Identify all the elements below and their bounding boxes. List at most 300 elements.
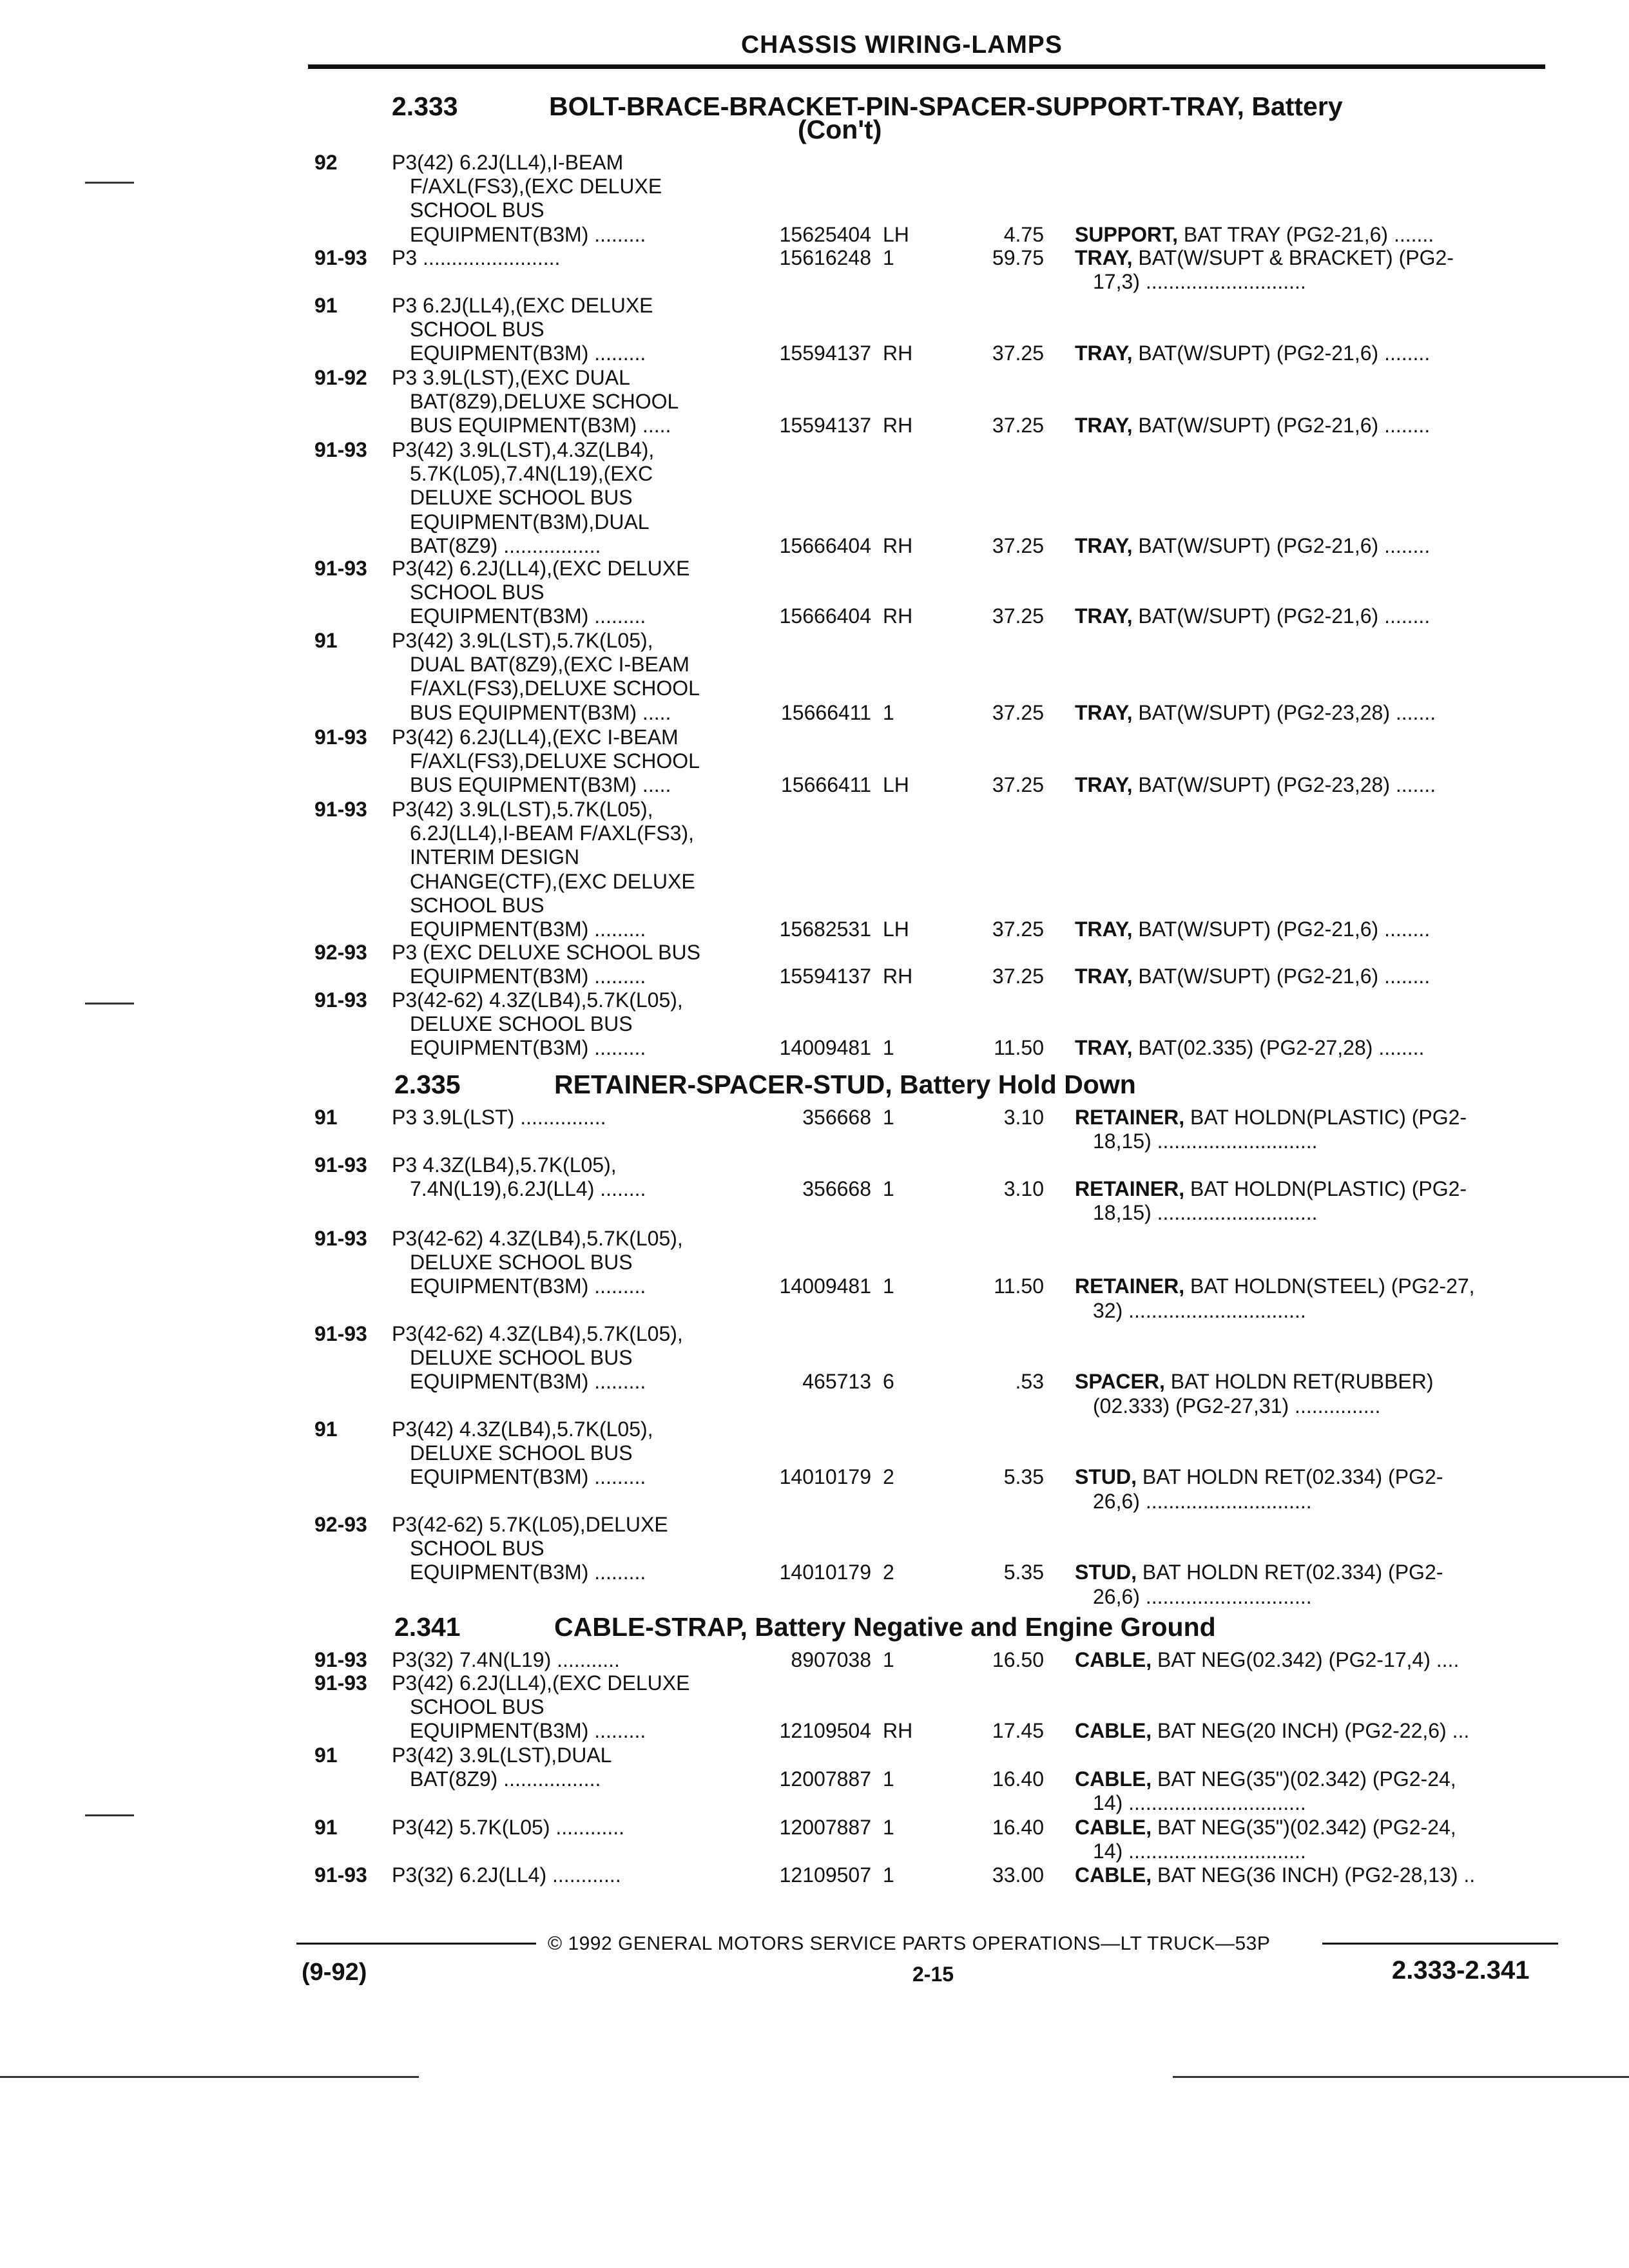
application-line: EQUIPMENT(B3M) .........	[410, 965, 646, 988]
application-line: DELUXE SCHOOL BUS	[410, 486, 633, 510]
model-years: 91	[314, 1418, 338, 1441]
parts-entry	[0, 726, 1629, 800]
parts-entry	[0, 438, 1629, 561]
application-line: F/AXL(FS3),(EXC DELUXE	[410, 175, 662, 198]
parts-entry	[0, 1227, 1629, 1322]
part-name-line	[1075, 341, 1430, 365]
part-name-line	[1075, 773, 1436, 797]
part-name	[1075, 1767, 1456, 1815]
part-name-detail: BAT HOLDN RET(02.334) (PG2-	[1137, 1561, 1443, 1584]
price: 4.75	[1003, 222, 1044, 246]
model-years: 91	[314, 294, 338, 317]
application-description	[392, 557, 689, 629]
application-line: EQUIPMENT(B3M),DUAL	[410, 510, 650, 533]
application-line: P3(32) 6.2J(LL4) ............	[392, 1863, 621, 1887]
footer-rule-right	[1322, 1943, 1558, 1945]
margin-mark	[85, 1814, 134, 1816]
application-line: P3 6.2J(LL4),(EXC DELUXE	[392, 294, 653, 317]
application-line: SCHOOL BUS	[410, 1537, 545, 1561]
price: 37.25	[992, 700, 1044, 724]
quantity: 2	[883, 1465, 894, 1489]
application-description	[392, 246, 560, 270]
application-line: P3(42) 5.7K(L05) ............	[392, 1816, 625, 1839]
application-line: P3(42) 4.3Z(LB4),5.7K(L05),	[392, 1418, 653, 1441]
price: 3.10	[1003, 1177, 1044, 1201]
part-number: 15666404	[779, 604, 871, 628]
part-name-line	[1075, 534, 1430, 558]
part-number: 8907038	[791, 1648, 871, 1671]
application-line: SCHOOL BUS	[410, 581, 545, 604]
parts-entry	[0, 557, 1629, 631]
application-line: INTERIM DESIGN	[410, 845, 580, 869]
application-line: P3(42) 3.9L(LST),DUAL	[392, 1744, 612, 1767]
parts-entry	[0, 941, 1629, 991]
application-description	[392, 1418, 653, 1490]
part-name-line	[1075, 1767, 1456, 1791]
application-line: SCHOOL BUS	[410, 1695, 545, 1719]
application-line: 5.7K(L05),7.4N(L19),(EXC	[410, 462, 653, 486]
model-years: 91-93	[314, 246, 367, 269]
part-name	[1075, 965, 1430, 988]
part-name-keyword: RETAINER,	[1075, 1106, 1185, 1129]
application-description	[392, 366, 679, 438]
part-name	[1075, 1370, 1434, 1418]
application-line: BUS EQUIPMENT(B3M) .....	[410, 773, 671, 797]
part-name-line	[1075, 604, 1430, 628]
model-years: 91-93	[314, 438, 367, 461]
model-years: 91-93	[314, 726, 367, 749]
price: 16.40	[992, 1816, 1044, 1839]
part-name-keyword: TRAY,	[1075, 965, 1133, 988]
part-number: 15666404	[779, 533, 871, 557]
part-name-line	[1075, 1719, 1469, 1743]
part-number: 12007887	[779, 1816, 871, 1839]
part-name-keyword: TRAY,	[1075, 341, 1133, 365]
part-name-keyword: CABLE,	[1075, 1816, 1152, 1839]
model-years: 92-93	[314, 941, 367, 964]
application-line: P3(42) 3.9L(LST),4.3Z(LB4),	[392, 438, 655, 461]
part-number: 356668	[802, 1106, 871, 1129]
part-name-detail: BAT NEG(35")(02.342) (PG2-24,	[1152, 1816, 1456, 1839]
parts-entry	[0, 1418, 1629, 1513]
application-description	[392, 438, 654, 558]
price: 37.25	[992, 533, 1044, 557]
page-header-title: CHASSIS WIRING-LAMPS	[741, 31, 1063, 59]
part-name-keyword: TRAY,	[1075, 604, 1133, 628]
footer-section-range: 2.333-2.341	[1392, 1956, 1530, 1984]
application-line: DELUXE SCHOOL BUS	[410, 1346, 633, 1370]
part-name-keyword: TRAY,	[1075, 1036, 1133, 1060]
application-description	[392, 1322, 683, 1394]
application-line: DELUXE SCHOOL BUS	[410, 1441, 633, 1465]
part-name-keyword: TRAY,	[1075, 773, 1133, 797]
price: 11.50	[994, 1036, 1044, 1060]
part-number: 15616248	[779, 246, 871, 269]
application-description	[392, 1863, 621, 1887]
price: 59.75	[992, 246, 1044, 269]
part-name-continued: 14) ...............................	[1093, 1791, 1306, 1815]
part-name-detail: BAT(W/SUPT) (PG2-21,6) ........	[1132, 414, 1431, 437]
part-name-line	[1075, 1561, 1443, 1584]
part-number: 356668	[802, 1177, 871, 1201]
footer-copyright: © 1992 GENERAL MOTORS SERVICE PARTS OPERATIONS—LT TRUCK—53P	[548, 1933, 1271, 1954]
application-line: P3(42-62) 4.3Z(LB4),5.7K(L05),	[392, 1322, 683, 1345]
model-years: 91	[314, 629, 338, 652]
part-name-detail: BAT(02.335) (PG2-27,28) ........	[1132, 1036, 1425, 1060]
quantity: RH	[883, 533, 913, 557]
application-line: P3(42) 3.9L(LST),5.7K(L05),	[392, 629, 653, 652]
part-name	[1075, 1274, 1475, 1322]
part-name-line	[1075, 223, 1434, 247]
part-name-detail: BAT HOLDN(STEEL) (PG2-27,	[1184, 1274, 1475, 1298]
part-number: 15682531	[779, 918, 871, 941]
part-number: 15666411	[781, 700, 871, 724]
parts-entry	[0, 798, 1629, 944]
part-name-detail: BAT TRAY (PG2-21,6) .......	[1178, 222, 1434, 246]
part-name-line	[1075, 701, 1436, 725]
part-name-detail: BAT(W/SUPT) (PG2-21,6) ........	[1132, 604, 1431, 628]
quantity: 2	[883, 1561, 894, 1584]
price: 11.50	[994, 1274, 1044, 1298]
part-name	[1075, 1465, 1443, 1513]
application-line: P3(42) 3.9L(LST),5.7K(L05),	[392, 798, 653, 821]
part-name-continued: 14) ...............................	[1093, 1840, 1306, 1863]
part-name	[1075, 1863, 1475, 1887]
part-name-continued: 32) ...............................	[1093, 1298, 1306, 1322]
part-name-keyword: STUD,	[1075, 1561, 1137, 1584]
quantity: 1	[883, 1648, 894, 1671]
model-years: 91	[314, 1744, 338, 1767]
model-years: 91-93	[314, 1863, 367, 1887]
part-name	[1075, 1719, 1469, 1743]
part-name-keyword: TRAY,	[1075, 918, 1133, 941]
section-title-continued: (Con't)	[798, 115, 882, 144]
application-description	[392, 1816, 624, 1840]
quantity: 1	[883, 700, 894, 724]
price: 17.45	[992, 1719, 1044, 1743]
application-description	[392, 151, 662, 247]
model-years: 91	[314, 1816, 338, 1839]
part-name	[1075, 701, 1436, 725]
application-line: P3(42) 6.2J(LL4),(EXC DELUXE	[392, 1671, 690, 1695]
margin-mark	[85, 182, 134, 184]
part-name-detail: BAT HOLDN RET(RUBBER)	[1164, 1370, 1434, 1394]
price: 37.25	[992, 918, 1044, 941]
application-line: SCHOOL BUS	[410, 318, 545, 341]
parts-entry	[0, 1648, 1629, 1675]
application-line: EQUIPMENT(B3M) .........	[410, 1465, 646, 1489]
application-line: P3 ........................	[392, 246, 561, 269]
part-name-line	[1075, 965, 1430, 988]
parts-entry	[0, 1671, 1629, 1746]
model-years: 91-93	[314, 1227, 367, 1250]
quantity: RH	[883, 414, 913, 437]
application-line: EQUIPMENT(B3M) .........	[410, 1370, 646, 1394]
part-number: 14009481	[779, 1274, 871, 1298]
application-line: DELUXE SCHOOL BUS	[410, 1251, 633, 1274]
part-name	[1075, 918, 1430, 941]
part-number: 14010179	[779, 1561, 871, 1584]
part-name-keyword: SPACER,	[1075, 1370, 1165, 1394]
part-name-continued: 18,15) ............................	[1093, 1129, 1318, 1153]
part-number: 465713	[802, 1370, 871, 1394]
part-number: 12007887	[779, 1767, 871, 1791]
model-years: 92-93	[314, 1513, 367, 1536]
part-name-continued: 26,6) .............................	[1093, 1584, 1312, 1608]
part-name-continued: (02.333) (PG2-27,31) ...............	[1093, 1394, 1381, 1418]
model-years: 91-93	[314, 557, 367, 580]
part-number: 15594137	[779, 965, 871, 988]
quantity: 1	[883, 1177, 894, 1201]
part-name-detail: BAT HOLDN RET(02.334) (PG2-	[1137, 1465, 1443, 1489]
quantity: 6	[883, 1370, 894, 1394]
quantity: 1	[883, 246, 894, 269]
part-name-line	[1075, 414, 1430, 437]
parts-entry	[0, 1513, 1629, 1608]
price: .53	[1015, 1370, 1044, 1394]
scan-edge-line	[1173, 2076, 1629, 2078]
part-name-detail: BAT(W/SUPT) (PG2-21,6) ........	[1132, 965, 1431, 988]
part-name-detail: BAT NEG(36 INCH) (PG2-28,13) ..	[1152, 1863, 1476, 1887]
application-line: P3(42) 6.2J(LL4),(EXC I-BEAM	[392, 726, 679, 749]
part-name-detail: BAT(W/SUPT) (PG2-23,28) .......	[1132, 700, 1436, 724]
part-name-keyword: TRAY,	[1075, 246, 1133, 269]
quantity: 1	[883, 1274, 894, 1298]
section-number: 2.335	[394, 1070, 461, 1099]
application-description	[392, 1671, 689, 1744]
part-name-line	[1075, 1177, 1467, 1201]
part-name-detail: BAT NEG(02.342) (PG2-17,4) ....	[1152, 1648, 1460, 1671]
application-line: P3(42-62) 4.3Z(LB4),5.7K(L05),	[392, 1227, 683, 1250]
part-name	[1075, 773, 1436, 797]
price: 16.40	[992, 1767, 1044, 1791]
part-name-detail: BAT NEG(35")(02.342) (PG2-24,	[1152, 1767, 1456, 1791]
quantity: RH	[883, 965, 913, 988]
part-name	[1075, 1648, 1459, 1672]
part-name-continued: 26,6) .............................	[1093, 1489, 1312, 1513]
part-name-keyword: CABLE,	[1075, 1863, 1152, 1887]
part-name-keyword: STUD,	[1075, 1465, 1137, 1489]
model-years: 91-93	[314, 1322, 367, 1345]
parts-entry	[0, 1863, 1629, 1890]
part-name-detail: BAT HOLDN(PLASTIC) (PG2-	[1184, 1106, 1467, 1129]
application-line: P3 3.9L(LST) ...............	[392, 1106, 606, 1129]
parts-entry	[0, 366, 1629, 441]
application-line: DELUXE SCHOOL BUS	[410, 1012, 633, 1036]
application-line: EQUIPMENT(B3M) .........	[410, 341, 646, 365]
part-name-keyword: TRAY,	[1075, 414, 1133, 437]
parts-entry	[0, 1153, 1629, 1225]
application-description	[392, 1744, 612, 1791]
part-name-detail: BAT(W/SUPT) (PG2-21,6) ........	[1132, 918, 1431, 941]
application-line: F/AXL(FS3),DELUXE SCHOOL	[410, 677, 700, 700]
part-name-detail: BAT(W/SUPT) (PG2-23,28) .......	[1132, 773, 1436, 797]
part-name-continued: 17,3) ............................	[1093, 270, 1306, 294]
application-description	[392, 294, 653, 366]
application-description	[392, 726, 700, 798]
application-line: F/AXL(FS3),DELUXE SCHOOL	[410, 749, 700, 773]
quantity: 1	[883, 1863, 894, 1887]
section-title: RETAINER-SPACER-STUD, Battery Hold Down	[554, 1070, 1136, 1099]
part-name-line	[1075, 1274, 1475, 1298]
part-number: 15594137	[779, 341, 871, 365]
model-years: 92	[314, 151, 338, 174]
price: 3.10	[1003, 1106, 1044, 1129]
part-number: 14010179	[779, 1465, 871, 1489]
part-name	[1075, 1036, 1424, 1060]
part-number: 15625404	[779, 222, 871, 246]
part-name-line	[1075, 1370, 1434, 1394]
model-years: 91-93	[314, 798, 367, 821]
part-name	[1075, 1816, 1456, 1863]
part-name-line	[1075, 1465, 1443, 1489]
part-number: 15666411	[781, 773, 871, 797]
application-line: EQUIPMENT(B3M) .........	[410, 1036, 646, 1060]
application-description	[392, 1153, 646, 1201]
section-number: 2.341	[394, 1612, 461, 1642]
application-description	[392, 1227, 683, 1299]
part-name-detail: BAT HOLDN(PLASTIC) (PG2-	[1184, 1177, 1467, 1201]
quantity: 1	[883, 1106, 894, 1129]
application-line: P3 (EXC DELUXE SCHOOL BUS	[392, 941, 700, 964]
parts-entry	[0, 1322, 1629, 1418]
parts-entry	[0, 246, 1629, 296]
parts-entry	[0, 629, 1629, 727]
application-description	[392, 629, 700, 725]
section-title: BOLT-BRACE-BRACKET-PIN-SPACER-SUPPORT-TRAY, Battery	[549, 91, 1343, 121]
part-number: 12109507	[779, 1863, 871, 1887]
section-title: CABLE-STRAP, Battery Negative and Engine Ground	[554, 1612, 1216, 1642]
part-name-continued: 18,15) ............................	[1093, 1201, 1318, 1225]
part-name-detail: BAT NEG(20 INCH) (PG2-22,6) ...	[1152, 1719, 1470, 1743]
part-name	[1075, 1106, 1467, 1153]
part-name	[1075, 534, 1430, 558]
part-name-line	[1075, 1648, 1459, 1672]
application-line: P3(32) 7.4N(L19) ...........	[392, 1648, 620, 1671]
application-line: 6.2J(LL4),I-BEAM F/AXL(FS3),	[410, 822, 695, 845]
part-name-line	[1075, 1106, 1467, 1129]
price: 16.50	[992, 1648, 1044, 1671]
margin-mark	[85, 1003, 134, 1004]
application-line: P3(42-62) 4.3Z(LB4),5.7K(L05),	[392, 988, 683, 1012]
application-description	[392, 798, 695, 941]
application-line: EQUIPMENT(B3M) .........	[410, 918, 646, 941]
header-rule	[308, 64, 1545, 69]
footer-date: (9-92)	[302, 1959, 367, 1986]
application-line: SCHOOL BUS	[410, 893, 545, 917]
part-name-keyword: RETAINER,	[1075, 1274, 1185, 1298]
model-years: 91	[314, 1106, 338, 1129]
quantity: LH	[883, 773, 909, 797]
model-years: 91-93	[314, 988, 367, 1012]
section-number: 2.333	[392, 91, 458, 121]
part-name	[1075, 223, 1434, 247]
price: 37.25	[992, 773, 1044, 797]
part-name-line	[1075, 918, 1430, 941]
parts-entry	[0, 294, 1629, 369]
price: 33.00	[992, 1863, 1044, 1887]
application-line: BUS EQUIPMENT(B3M) .....	[410, 414, 671, 437]
footer-page-number: 2-15	[912, 1963, 954, 1986]
part-name	[1075, 1177, 1467, 1225]
price: 5.35	[1003, 1465, 1044, 1489]
quantity: 1	[883, 1816, 894, 1839]
price: 37.25	[992, 965, 1044, 988]
price: 37.25	[992, 341, 1044, 365]
quantity: LH	[883, 222, 909, 246]
part-name-keyword: TRAY,	[1075, 533, 1133, 557]
quantity: 1	[883, 1036, 894, 1060]
application-line: 7.4N(L19),6.2J(LL4) ........	[410, 1177, 646, 1201]
parts-entry	[0, 1816, 1629, 1866]
price: 37.25	[992, 604, 1044, 628]
application-description	[392, 1648, 620, 1672]
part-name	[1075, 604, 1430, 628]
part-name	[1075, 341, 1430, 365]
part-name-keyword: TRAY,	[1075, 700, 1133, 724]
model-years: 91-93	[314, 1671, 367, 1695]
part-name-keyword: CABLE,	[1075, 1648, 1152, 1671]
part-number: 12109504	[779, 1719, 871, 1743]
part-name-detail: BAT(W/SUPT & BRACKET) (PG2-	[1132, 246, 1454, 269]
application-line: P3(42) 6.2J(LL4),I-BEAM	[392, 151, 624, 174]
model-years: 91-93	[314, 1153, 367, 1177]
part-number: 15594137	[779, 414, 871, 437]
application-description	[392, 1106, 606, 1129]
part-name	[1075, 246, 1454, 294]
application-line: BAT(8Z9) .................	[410, 533, 601, 557]
application-description	[392, 941, 700, 988]
application-description	[392, 988, 683, 1061]
application-line: SCHOOL BUS	[410, 198, 545, 222]
application-line: EQUIPMENT(B3M) .........	[410, 1274, 646, 1298]
application-line: EQUIPMENT(B3M) .........	[410, 604, 646, 628]
part-name-line	[1075, 1816, 1456, 1840]
application-description	[392, 1513, 668, 1585]
application-line: P3(42-62) 5.7K(L05),DELUXE	[392, 1513, 668, 1536]
quantity: 1	[883, 1767, 894, 1791]
part-number: 14009481	[779, 1036, 871, 1060]
part-name	[1075, 414, 1430, 437]
quantity: RH	[883, 1719, 913, 1743]
part-name-detail: BAT(W/SUPT) (PG2-21,6) ........	[1132, 533, 1431, 557]
application-line: P3 3.9L(LST),(EXC DUAL	[392, 366, 630, 389]
application-line: BUS EQUIPMENT(B3M) .....	[410, 700, 671, 724]
quantity: LH	[883, 918, 909, 941]
application-line: EQUIPMENT(B3M) .........	[410, 222, 646, 246]
parts-entry	[0, 988, 1629, 1063]
application-line: EQUIPMENT(B3M) .........	[410, 1719, 646, 1743]
part-name-line	[1075, 1036, 1424, 1060]
application-line: DUAL BAT(8Z9),(EXC I-BEAM	[410, 653, 689, 677]
parts-entry	[0, 1744, 1629, 1815]
parts-entry	[0, 151, 1629, 249]
part-name-keyword: RETAINER,	[1075, 1177, 1185, 1201]
application-line: P3(42) 6.2J(LL4),(EXC DELUXE	[392, 557, 690, 580]
part-name-line	[1075, 246, 1454, 270]
scan-edge-line	[0, 2076, 419, 2078]
quantity: RH	[883, 604, 913, 628]
model-years: 91-93	[314, 1648, 367, 1671]
application-line: P3 4.3Z(LB4),5.7K(L05),	[392, 1153, 617, 1177]
part-name-line	[1075, 1863, 1475, 1887]
application-line: BAT(8Z9) .................	[410, 1767, 601, 1791]
part-name	[1075, 1561, 1443, 1608]
part-name-detail: BAT(W/SUPT) (PG2-21,6) ........	[1132, 341, 1431, 365]
part-name-keyword: CABLE,	[1075, 1767, 1152, 1791]
price: 37.25	[992, 414, 1044, 437]
footer-rule-left	[296, 1943, 536, 1945]
